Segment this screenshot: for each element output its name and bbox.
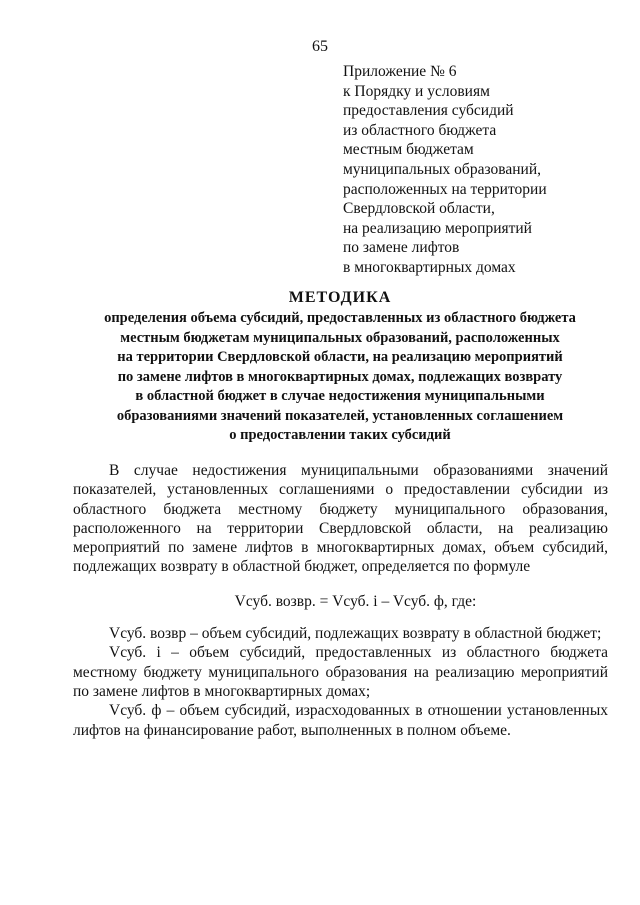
appendix-line: на реализацию мероприятий bbox=[343, 219, 532, 237]
definition-paragraph: Vсуб. i – объем субсидий, предоставленных из областного бюджета местному бюджету муниципального образования на реализацию мероприятий по замене лифтов в многоквартирных домах; bbox=[73, 644, 608, 700]
intro-paragraph: В случае недостижения муниципальными образованиями значений показателей, установленных соглашениями о предоставлении субсидии из областного бюджета местному бюджету муниципального образования, расположенного на территории Свердловской области, на реализацию мероприятий по замене лифтов в многоквартирных домах, объем субсидий, подлежащих возврату в областной бюджет, определяется по формуле bbox=[73, 462, 608, 576]
title-line: по замене лифтов в многоквартирных домах, подлежащих возврату bbox=[117, 368, 563, 385]
appendix-line: к Порядку и условиям bbox=[343, 82, 490, 100]
appendix-block bbox=[343, 62, 633, 278]
title-line: определения объема субсидий, предоставленных из областного бюджета bbox=[104, 310, 576, 326]
title-line: на территории Свердловской области, на реализацию мероприятий bbox=[117, 349, 563, 365]
appendix-line: из областного бюджета bbox=[343, 121, 497, 139]
title-line: местным бюджетам муниципальных образований, расположенных bbox=[120, 329, 560, 346]
appendix-line: расположенных на территории bbox=[343, 180, 547, 198]
appendix-line: в многоквартирных домах bbox=[343, 258, 516, 276]
definition-paragraph: Vсуб. ф – объем субсидий, израсходованных в отношении установленных лифтов на финансирование работ, выполненных в полном объеме. bbox=[73, 702, 608, 739]
formula: Vсуб. возвр. = Vсуб. i – Vсуб. ф, где: bbox=[234, 592, 477, 610]
appendix-line: местным бюджетам bbox=[343, 141, 474, 159]
appendix-line: предоставления субсидий bbox=[343, 102, 514, 120]
definition-paragraph: Vсуб. возвр – объем субсидий, подлежащих возврату в областной бюджет; bbox=[109, 625, 602, 643]
appendix-line: Приложение № 6 bbox=[343, 63, 457, 80]
title-line: о предоставлении таких субсидий bbox=[229, 427, 451, 443]
appendix-line: Свердловской области, bbox=[343, 200, 495, 218]
appendix-line: по замене лифтов bbox=[343, 239, 460, 257]
page-number: 65 bbox=[312, 38, 328, 55]
title-subtitle bbox=[60, 309, 620, 446]
appendix-line: муниципальных образований, bbox=[343, 160, 541, 178]
title-line: в областной бюджет в случае недостижения муниципальными bbox=[135, 388, 545, 404]
title-main: МЕТОДИКА bbox=[288, 289, 392, 306]
title-line: образованиями значений показателей, установленных соглашением bbox=[116, 407, 564, 424]
document-body bbox=[73, 461, 608, 740]
document-title bbox=[60, 288, 620, 446]
